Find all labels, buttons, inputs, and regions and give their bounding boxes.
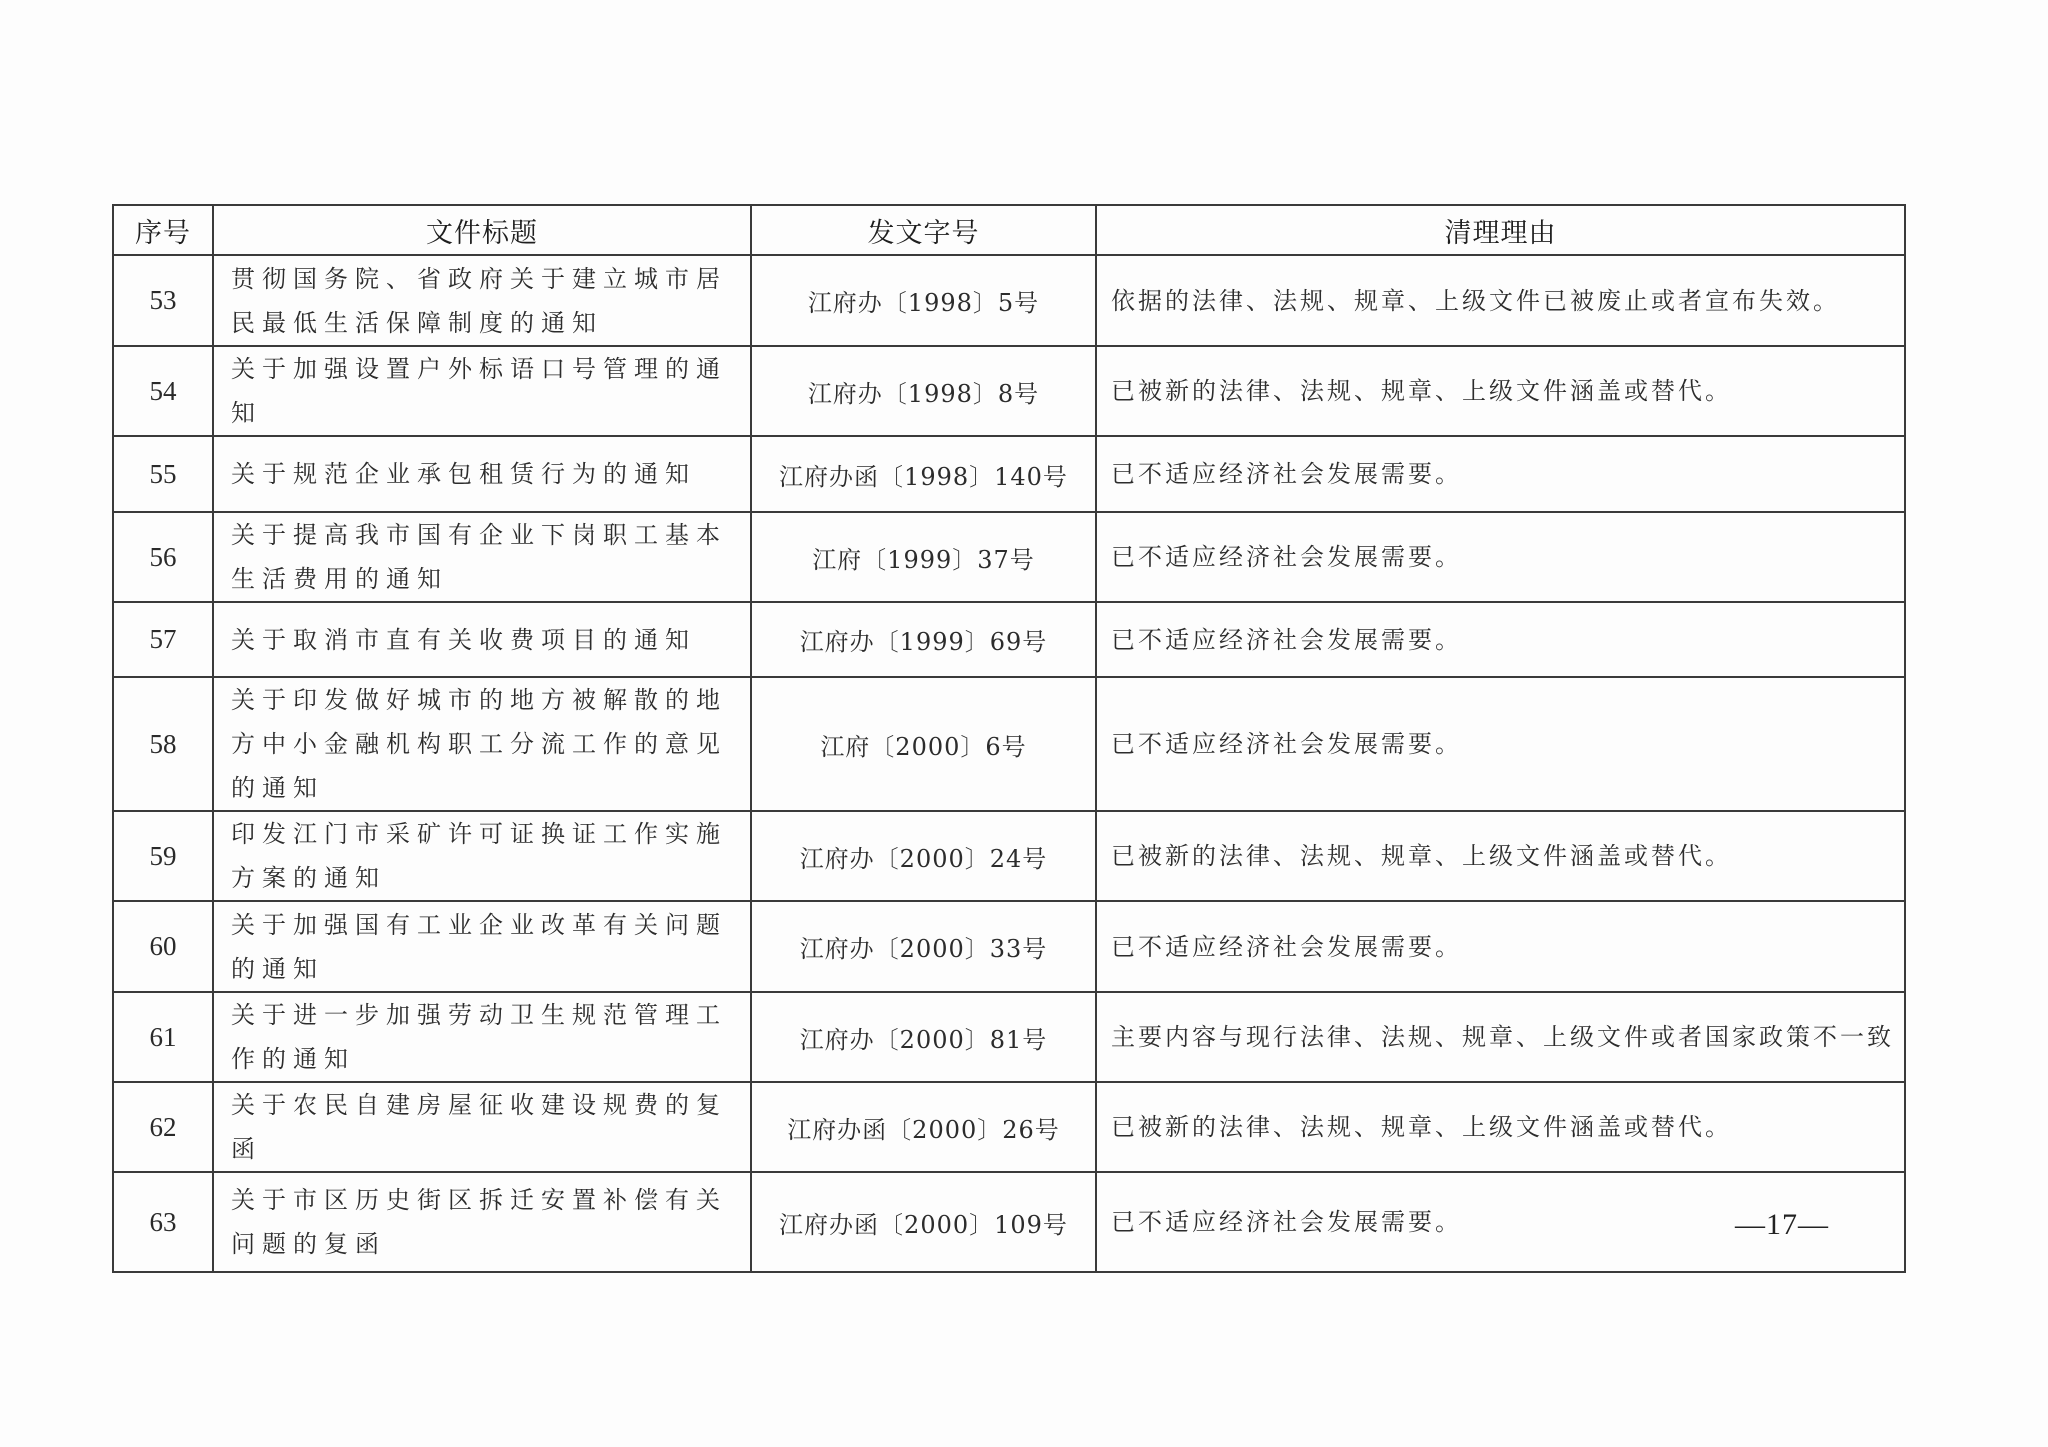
serial-number-cell: 55 xyxy=(113,436,213,512)
document-number-cell: 江府办〔1998〕5号 xyxy=(751,255,1096,346)
cleanup-reason-cell: 已不适应经济社会发展需要。 xyxy=(1096,436,1905,512)
document-title-cell: 关于印发做好城市的地方被解散的地方中小金融机构职工分流工作的意见的通知 xyxy=(213,677,751,811)
document-title-cell: 贯彻国务院、省政府关于建立城市居民最低生活保障制度的通知 xyxy=(213,255,751,346)
table-row xyxy=(113,901,1905,992)
table-row xyxy=(113,992,1905,1082)
cleanup-reason-cell: 已不适应经济社会发展需要。 xyxy=(1096,512,1905,602)
serial-number-cell: 63 xyxy=(113,1172,213,1272)
document-number-cell: 江府办函〔1998〕140号 xyxy=(751,436,1096,512)
table-row xyxy=(113,811,1905,901)
table-row xyxy=(113,1172,1905,1272)
document-title-cell: 印发江门市采矿许可证换证工作实施方案的通知 xyxy=(213,811,751,901)
serial-number-cell: 57 xyxy=(113,602,213,677)
page-number: —17— xyxy=(1735,1208,1829,1241)
serial-number-cell: 53 xyxy=(113,255,213,346)
cleanup-reason-cell: 已不适应经济社会发展需要。 xyxy=(1096,602,1905,677)
cleanup-reason-cell: 主要内容与现行法律、法规、规章、上级文件或者国家政策不一致 xyxy=(1096,992,1905,1082)
document-number-cell: 江府办函〔2000〕109号 xyxy=(751,1172,1096,1272)
header-document-number: 发文字号 xyxy=(751,205,1096,255)
document-title-cell: 关于农民自建房屋征收建设规费的复函 xyxy=(213,1082,751,1172)
cleanup-reason-cell: 依据的法律、法规、规章、上级文件已被废止或者宣布失效。 xyxy=(1096,255,1905,346)
document-number-cell: 江府办〔1999〕69号 xyxy=(751,602,1096,677)
header-serial-number: 序号 xyxy=(113,205,213,255)
document-title-cell: 关于加强设置户外标语口号管理的通知 xyxy=(213,346,751,436)
document-title-cell: 关于取消市直有关收费项目的通知 xyxy=(213,602,751,677)
serial-number-cell: 54 xyxy=(113,346,213,436)
document-title-cell: 关于规范企业承包租赁行为的通知 xyxy=(213,436,751,512)
table-row xyxy=(113,1082,1905,1172)
serial-number-cell: 61 xyxy=(113,992,213,1082)
document-number-cell: 江府办〔2000〕33号 xyxy=(751,901,1096,992)
cleanup-reason-cell: 已被新的法律、法规、规章、上级文件涵盖或替代。 xyxy=(1096,811,1905,901)
document-title-cell: 关于市区历史街区拆迁安置补偿有关问题的复函 xyxy=(213,1172,751,1272)
document-number-cell: 江府〔2000〕6号 xyxy=(751,677,1096,811)
serial-number-cell: 59 xyxy=(113,811,213,901)
table-row xyxy=(113,255,1905,346)
document-title-cell: 关于进一步加强劳动卫生规范管理工作的通知 xyxy=(213,992,751,1082)
document-cleanup-table xyxy=(112,204,1906,1273)
document-number-cell: 江府办〔2000〕81号 xyxy=(751,992,1096,1082)
serial-number-cell: 62 xyxy=(113,1082,213,1172)
table-body xyxy=(113,255,1905,1272)
cleanup-reason-cell: 已不适应经济社会发展需要。 xyxy=(1096,677,1905,811)
table-row xyxy=(113,436,1905,512)
cleanup-reason-cell: 已不适应经济社会发展需要。 xyxy=(1096,1172,1905,1272)
document-title-cell: 关于加强国有工业企业改革有关问题的通知 xyxy=(213,901,751,992)
header-document-title: 文件标题 xyxy=(213,205,751,255)
document-number-cell: 江府办函〔2000〕26号 xyxy=(751,1082,1096,1172)
table-row xyxy=(113,346,1905,436)
header-cleanup-reason: 清理理由 xyxy=(1096,205,1905,255)
serial-number-cell: 60 xyxy=(113,901,213,992)
serial-number-cell: 58 xyxy=(113,677,213,811)
table-header-row xyxy=(113,205,1905,255)
cleanup-reason-cell: 已不适应经济社会发展需要。 xyxy=(1096,901,1905,992)
document-number-cell: 江府办〔2000〕24号 xyxy=(751,811,1096,901)
table-row xyxy=(113,602,1905,677)
document-number-cell: 江府办〔1998〕8号 xyxy=(751,346,1096,436)
serial-number-cell: 56 xyxy=(113,512,213,602)
cleanup-reason-cell: 已被新的法律、法规、规章、上级文件涵盖或替代。 xyxy=(1096,1082,1905,1172)
document-number-cell: 江府〔1999〕37号 xyxy=(751,512,1096,602)
table-row xyxy=(113,677,1905,811)
table-row xyxy=(113,512,1905,602)
cleanup-reason-cell: 已被新的法律、法规、规章、上级文件涵盖或替代。 xyxy=(1096,346,1905,436)
document-title-cell: 关于提高我市国有企业下岗职工基本生活费用的通知 xyxy=(213,512,751,602)
